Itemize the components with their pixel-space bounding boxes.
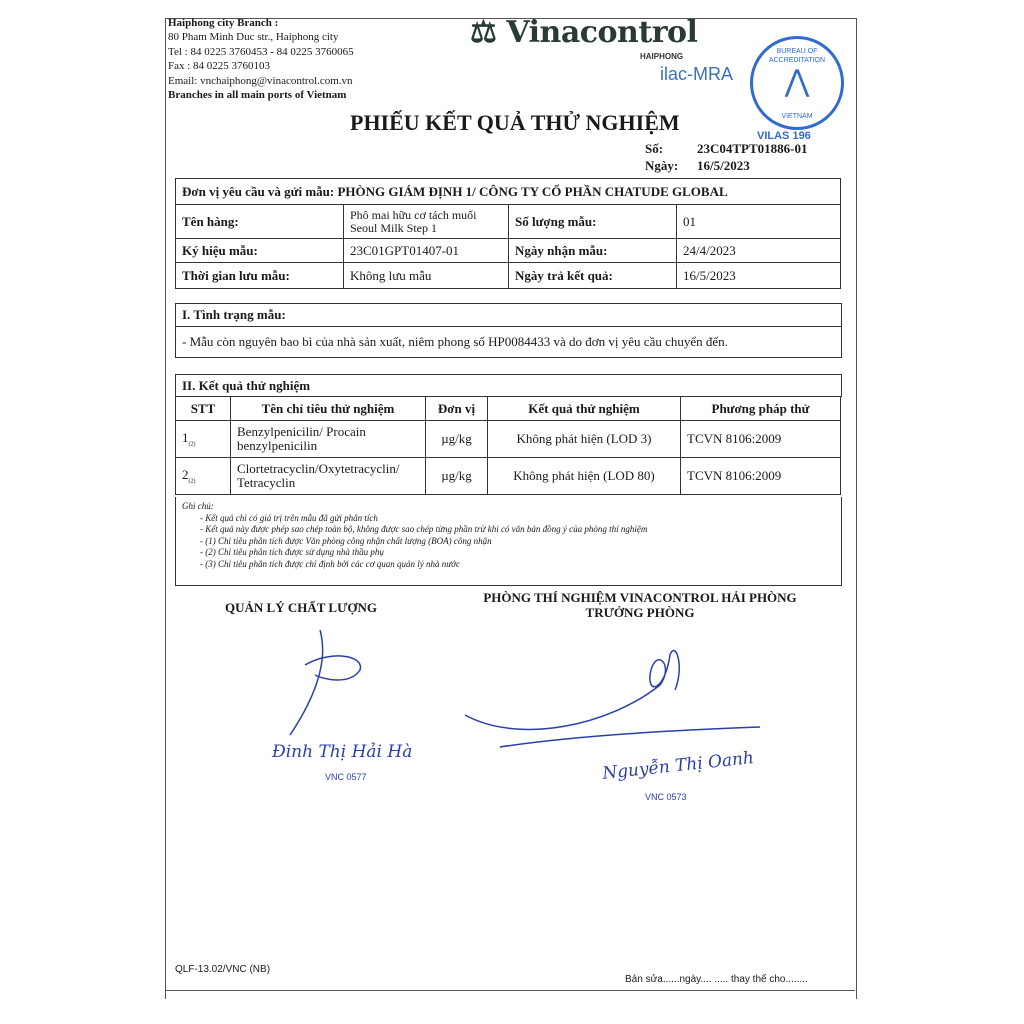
quantity-label: Số lượng mẫu: — [509, 205, 677, 239]
section2-title: II. Kết quả thử nghiệm — [182, 378, 311, 393]
product-label: Tên hàng: — [176, 205, 344, 239]
note-item: - (3) Chỉ tiêu phân tích được chỉ định bởi các cơ quan quản lý nhà nước — [200, 558, 460, 569]
sample-code-label: Ký hiệu mẫu: — [176, 239, 344, 263]
right-signer-code: VNC 0573 — [645, 792, 687, 802]
footer-rule — [165, 990, 855, 991]
revision-note: Bản sửa......ngày.... ..... thay thế cho........ — [625, 974, 808, 985]
section1-content: - Mẫu còn nguyên bao bì của nhà sản xuất, niêm phong số HP0084433 và do đơn vị yêu cầu chuyển đến. — [182, 334, 728, 349]
received-date-value: 24/4/2023 — [677, 239, 841, 263]
results-table — [175, 396, 841, 495]
row-sup: (2) — [188, 478, 196, 485]
stamp-top-text: BUREAU OF ACCREDITATION — [768, 48, 826, 64]
ngay-value: 16/5/2023 — [697, 158, 750, 173]
row-stt: 2 — [182, 467, 189, 483]
lab-name: PHÒNG THÍ NGHIỆM VINACONTROL HẢI PHÒNG — [483, 590, 797, 605]
col-unit: Đơn vị — [426, 397, 488, 421]
return-date-label: Ngày trả kết quả: — [509, 263, 677, 289]
right-signature-scribble — [460, 635, 770, 750]
row-method: TCVN 8106:2009 — [681, 421, 841, 458]
left-signature-scribble — [270, 625, 380, 740]
sample-condition-section — [175, 303, 842, 358]
so-label: Số: — [645, 141, 664, 156]
head-title: TRƯỞNG PHÒNG — [585, 605, 695, 620]
stamp-emblem-icon: ⋀ — [784, 65, 810, 98]
row-sup: (2) — [188, 441, 196, 448]
col-result: Kết quả thử nghiệm — [488, 397, 681, 421]
sample-info-table — [175, 178, 841, 289]
row-name: Clortetracyclin/Oxytetracyclin/ Tetracyclin — [231, 458, 426, 495]
row-method: TCVN 8106:2009 — [681, 458, 841, 495]
branch-header — [168, 16, 354, 102]
row-unit: µg/kg — [426, 458, 488, 495]
left-signer-code: VNC 0577 — [325, 772, 367, 782]
received-date-label: Ngày nhận mẫu: — [509, 239, 677, 263]
report-number-block — [645, 140, 808, 174]
note-item: - Kết quả chỉ có giá trị trên mẫu đã gửi phân tích — [200, 512, 378, 523]
col-method: Phương pháp thử — [681, 397, 841, 421]
logo-text: Vinacontrol — [506, 15, 698, 50]
logo-subtitle: HAIPHONG — [640, 52, 684, 61]
row-result: Không phát hiện (LOD 3) — [488, 421, 681, 458]
notes-box — [175, 497, 842, 586]
branch-address: 80 Pham Minh Duc str., Haiphong city — [168, 31, 339, 44]
results-section — [175, 374, 842, 397]
notes-title: Ghi chú: — [182, 501, 214, 511]
sample-code-value: 23C01GPT01407-01 — [344, 239, 509, 263]
accreditation-stamp — [750, 36, 844, 130]
requester-label: Đơn vị yêu cầu và gửi mẫu: — [182, 183, 335, 199]
retention-value: Không lưu mẫu — [344, 263, 509, 289]
branch-fax: Fax : 84 0225 3760103 — [168, 60, 271, 73]
right-signer-name: Nguyễn Thị Oanh — [601, 748, 755, 784]
vilas-code: VILAS 196 — [757, 130, 811, 142]
branch-name: Haiphong city Branch : — [168, 17, 279, 29]
note-item: - Kết quả này được phép sao chép toàn bộ, không được sao chép từng phần trừ khi có văn bản đồng ý của phòng thí nghiệm — [200, 524, 648, 534]
lab-head-title — [470, 590, 810, 620]
row-result: Không phát hiện (LOD 80) — [488, 458, 681, 495]
so-value: 23C04TPT01886-01 — [697, 141, 808, 156]
note-item: - (1) Chỉ tiêu phân tích được Văn phòng công nhận chất lượng (BOA) công nhận — [200, 535, 492, 546]
left-signer-name: Đinh Thị Hải Hà — [272, 742, 413, 762]
branch-note: Branches in all main ports of Vietnam — [168, 89, 347, 102]
ngay-label: Ngày: — [645, 158, 679, 173]
col-stt: STT — [176, 397, 231, 421]
quantity-value: 01 — [677, 205, 841, 239]
ilac-mra-stamp: ilac-MRA — [660, 64, 734, 84]
row-stt: 1 — [182, 430, 189, 446]
product-value: Phô mai hữu cơ tách muối Seoul Milk Step 1 — [344, 205, 509, 239]
return-date-value: 16/5/2023 — [677, 263, 841, 289]
col-name: Tên chỉ tiêu thử nghiệm — [231, 397, 426, 421]
table-row — [176, 458, 841, 495]
form-code: QLF-13.02/VNC (NB) — [175, 964, 271, 975]
branch-email: Email: vnchaiphong@vinacontrol.com.vn — [168, 74, 353, 87]
document-title: PHIẾU KẾT QUẢ THỬ NGHIỆM — [350, 110, 680, 135]
vinacontrol-logo — [470, 16, 697, 50]
retention-label: Thời gian lưu mẫu: — [176, 263, 344, 289]
scales-icon: ⚖ — [470, 15, 497, 50]
note-item: - (2) Chỉ tiêu phân tích được sử dụng nhà thầu phụ — [200, 547, 384, 557]
table-row — [176, 421, 841, 458]
row-unit: µg/kg — [426, 421, 488, 458]
section1-title: I. Tình trạng mẫu: — [176, 304, 841, 327]
stamp-bottom-text: VIETNAM — [781, 113, 813, 120]
row-name: Benzylpenicilin/ Procain benzylpenicilin — [231, 421, 426, 458]
quality-manager-title: QUẢN LÝ CHẤT LƯỢNG — [225, 600, 378, 615]
branch-tel: Tel : 84 0225 3760453 - 84 0225 3760065 — [168, 45, 354, 58]
requester-value: PHÒNG GIÁM ĐỊNH 1/ CÔNG TY CỔ PHẦN CHATUDE GLOBAL — [337, 183, 728, 199]
